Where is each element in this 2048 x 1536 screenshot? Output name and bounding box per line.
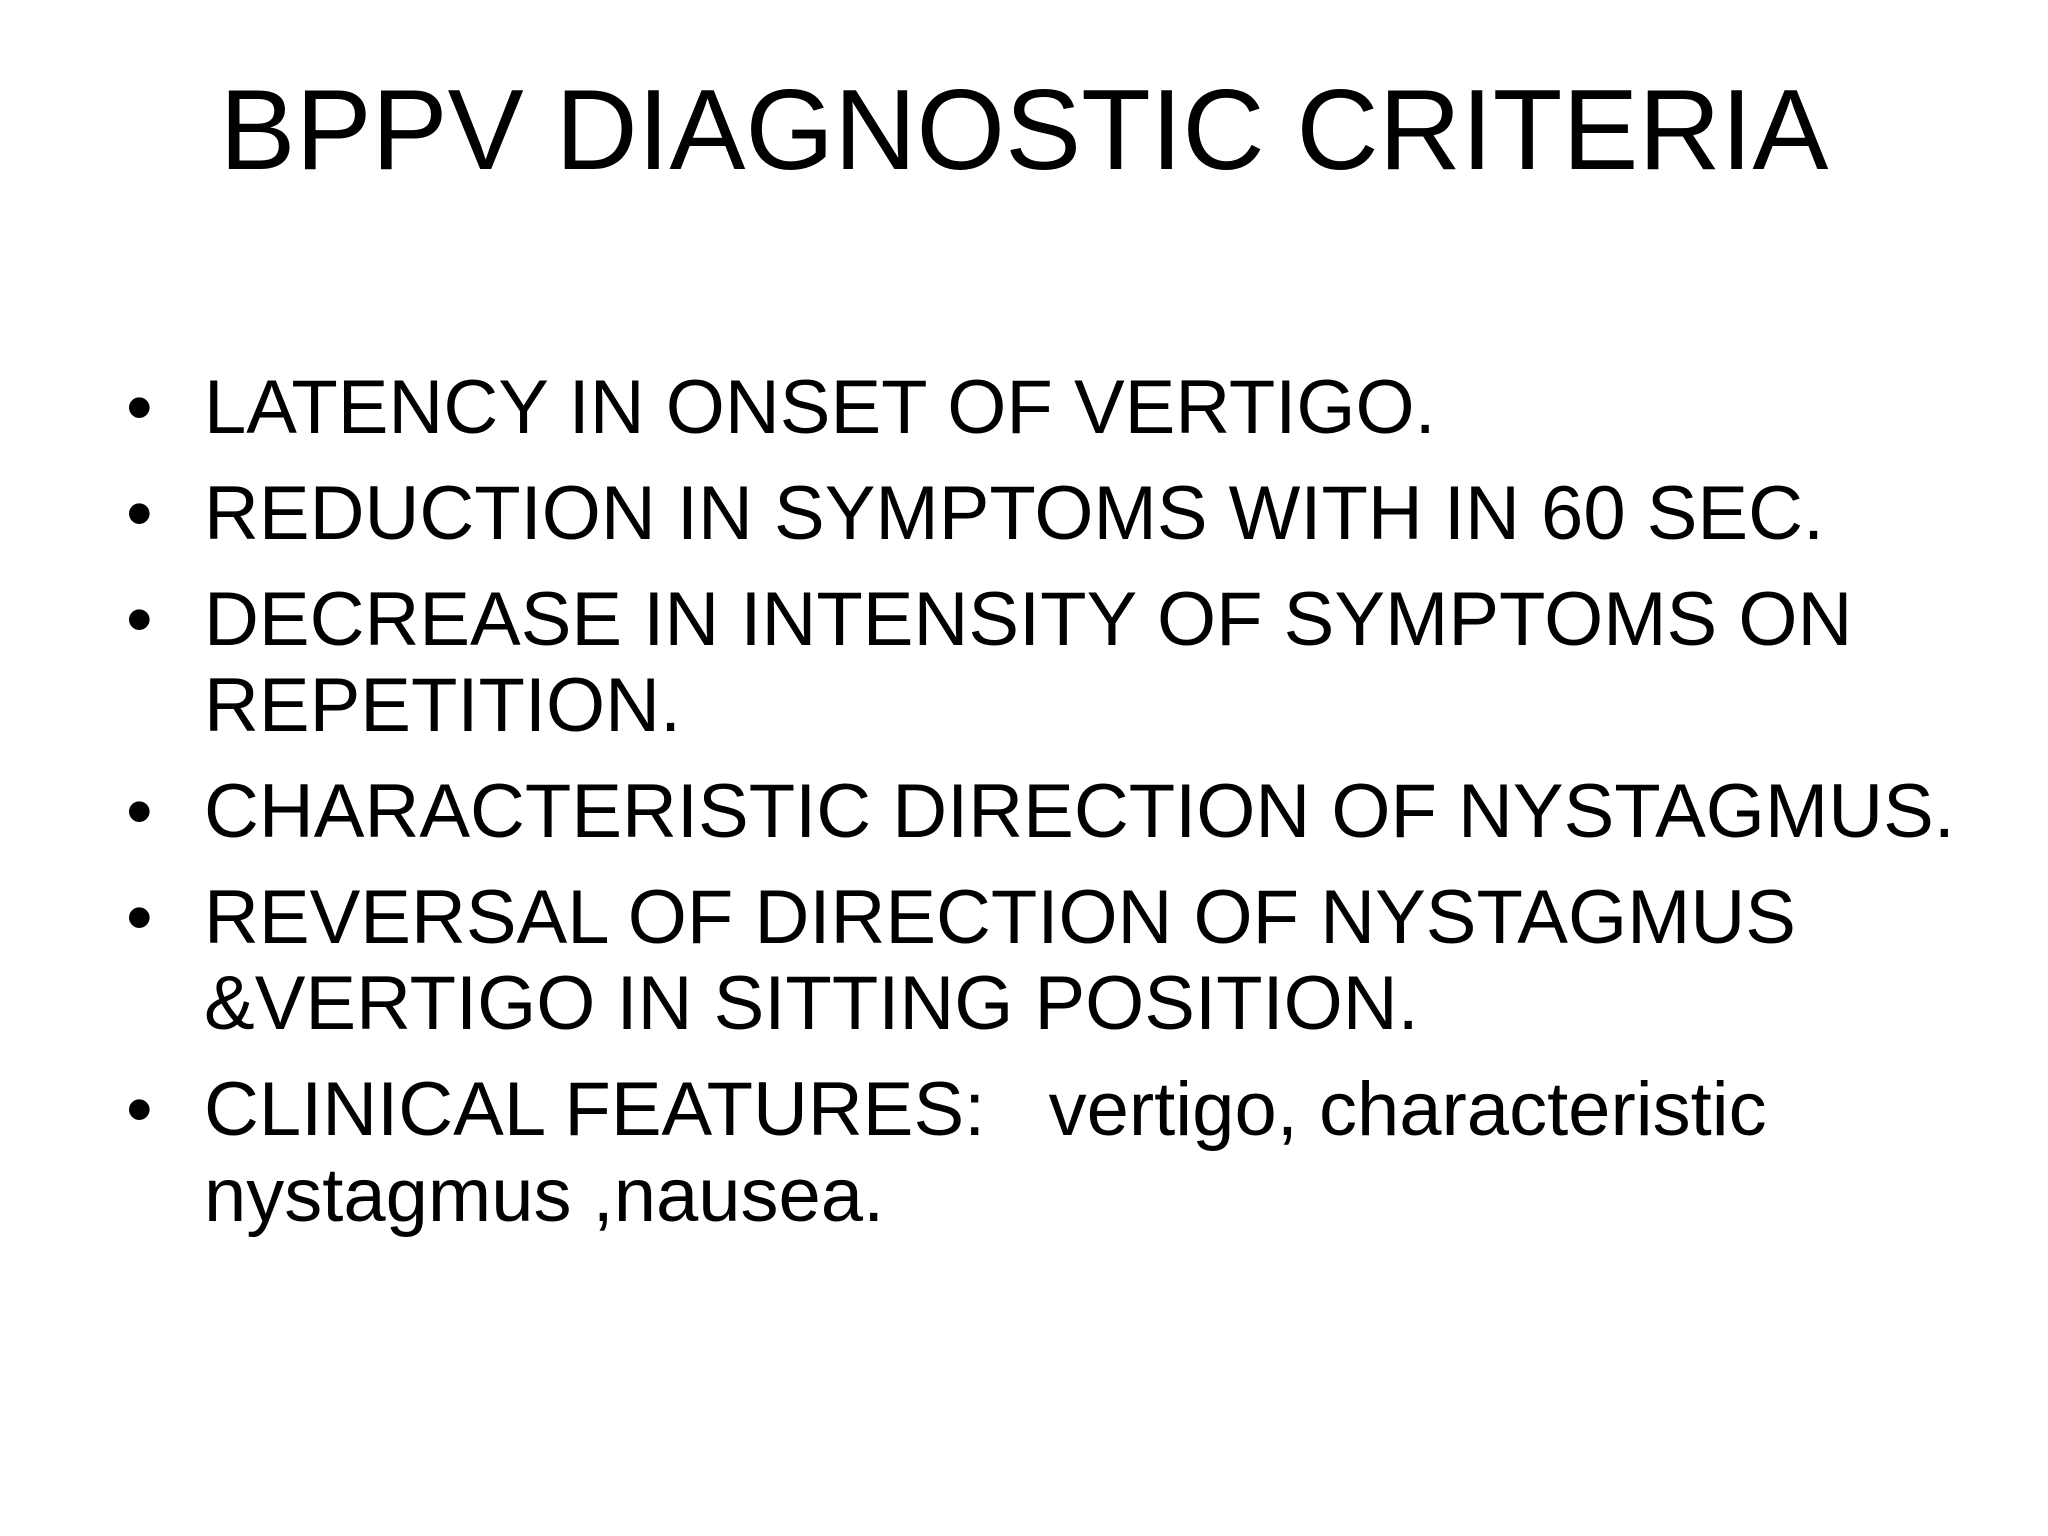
bullet-text <box>204 1067 1986 1239</box>
bullet-text: REVERSAL OF DIRECTION OF NYSTAGMUS &VERTIGO IN SITTING POSITION. <box>204 875 1796 1046</box>
clinical-features-text: vertigo, characteristic nystagmus ,nausea. <box>204 1067 1767 1238</box>
bullet-text: REDUCTION IN SYMPTOMS WITH IN 60 SEC. <box>204 471 1825 556</box>
bullet-icon: • <box>126 1067 153 1152</box>
bullet-text: LATENCY IN ONSET OF VERTIGO. <box>204 365 1436 450</box>
slide-title: BPPV DIAGNOSTIC CRITERIA <box>219 67 1829 194</box>
bullet-text: CHARACTERISTIC DIRECTION OF NYSTAGMUS. <box>204 769 1955 854</box>
list-item <box>126 577 1986 749</box>
bullet-icon: • <box>126 875 153 960</box>
bullet-text: DECREASE IN INTENSITY OF SYMPTOMS ON REPETITION. <box>204 577 1853 748</box>
list-item <box>126 769 1986 855</box>
list-item <box>126 365 1986 451</box>
list-item <box>126 471 1986 557</box>
clinical-features-label: CLINICAL FEATURES: <box>204 1067 1049 1152</box>
list-item-clinical-features <box>126 1067 1986 1239</box>
bullet-icon: • <box>126 769 153 854</box>
bullet-icon: • <box>126 365 153 450</box>
list-item <box>126 875 1986 1047</box>
bullet-icon: • <box>126 577 153 662</box>
bullet-icon: • <box>126 471 153 556</box>
criteria-list <box>126 365 1986 1259</box>
